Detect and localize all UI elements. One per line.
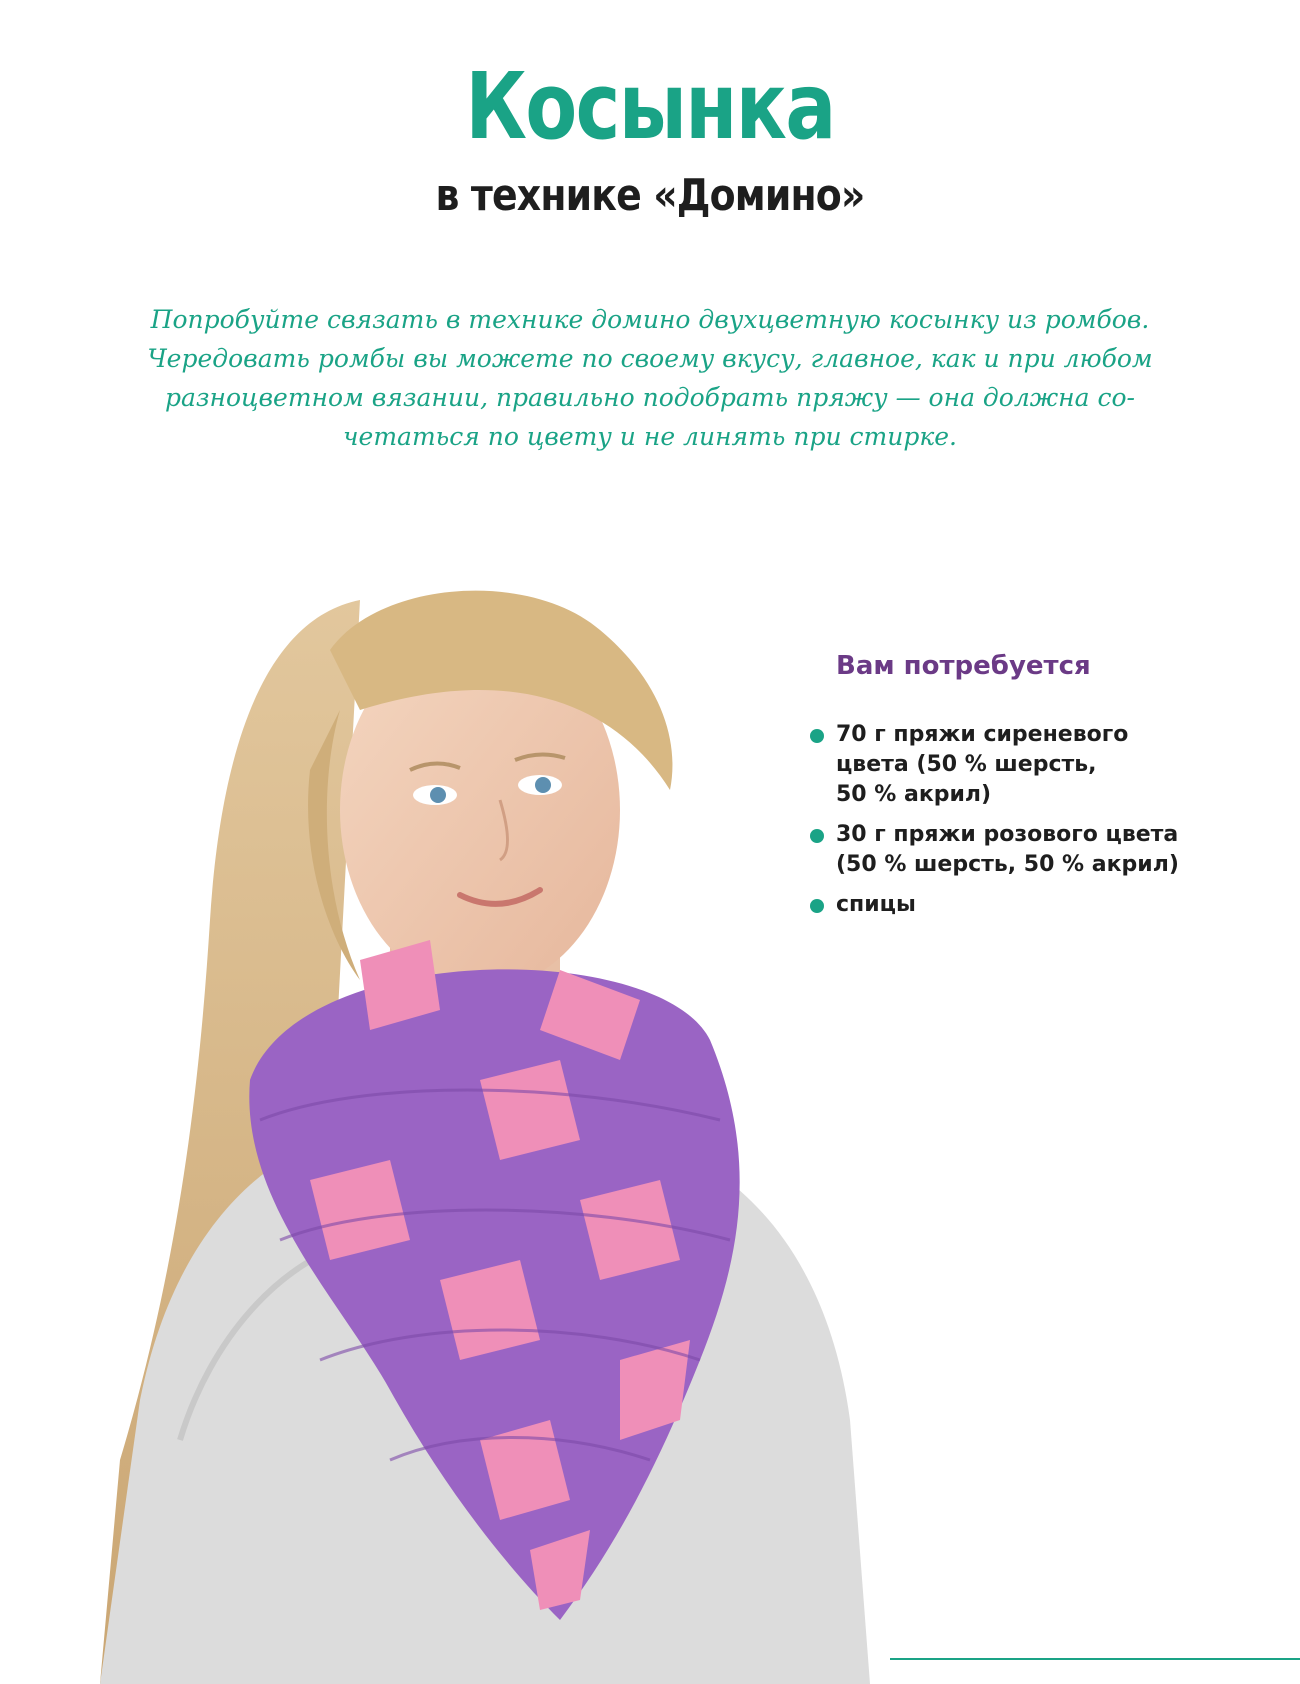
page-subtitle: в технике «Домино» bbox=[435, 170, 865, 221]
materials-heading: Вам потребуется bbox=[836, 651, 1091, 681]
materials-list bbox=[808, 720, 1278, 920]
list-item bbox=[808, 890, 1278, 920]
intro-line: Чередовать ромбы вы можете по своему вкусу, главное, как и при любом bbox=[147, 344, 1153, 373]
model-photo bbox=[60, 560, 870, 1684]
item-line: 70 г пряжи сиреневого bbox=[836, 722, 1129, 747]
item-line: цвета (50 % шерсть, bbox=[836, 752, 1097, 777]
list-item bbox=[808, 820, 1278, 880]
item-line: 30 г пряжи розового цвета bbox=[836, 822, 1179, 847]
intro-line: разноцветном вязании, правильно подобрать пряжу — она должна со- bbox=[165, 383, 1135, 412]
intro-line: Попробуйте связать в технике домино двухцветную косынку из ромбов. bbox=[150, 305, 1150, 334]
item-line: (50 % шерсть, 50 % акрил) bbox=[836, 852, 1179, 877]
bullet-dot-icon bbox=[810, 899, 824, 913]
page-title: Косынка bbox=[465, 53, 835, 160]
list-item bbox=[808, 720, 1278, 810]
footer-divider bbox=[890, 1658, 1300, 1660]
materials-panel bbox=[808, 648, 1278, 930]
item-line: 50 % акрил) bbox=[836, 782, 992, 807]
intro-line: четаться по цвету и не линять при стирке. bbox=[342, 422, 957, 451]
item-line: спицы bbox=[836, 892, 916, 917]
bullet-dot-icon bbox=[810, 829, 824, 843]
bullet-dot-icon bbox=[810, 729, 824, 743]
intro-paragraph bbox=[130, 300, 1170, 456]
